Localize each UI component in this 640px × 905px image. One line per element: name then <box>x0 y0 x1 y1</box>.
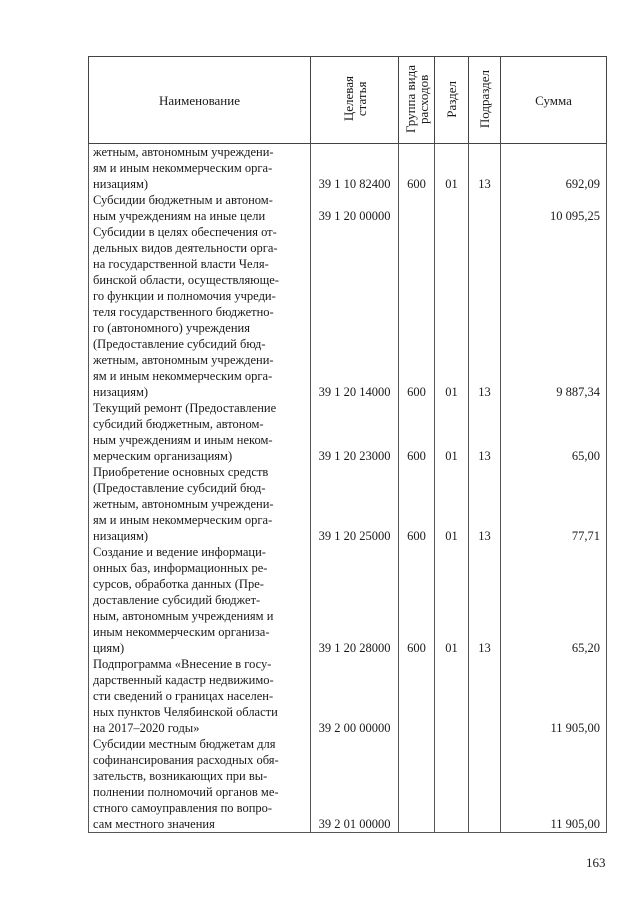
header-amount <box>501 57 607 144</box>
row-name: Субсидии бюджетным и автоном- ным учреждениям на иные цели <box>89 192 311 224</box>
table-row <box>89 656 607 736</box>
header-section-text: Раздел <box>444 80 459 118</box>
row-name: Текущий ремонт (Предоставление субсидий бюджетным, автоном- ным учреждениям и иным неком- мерческим организациям) <box>89 400 311 464</box>
header-name <box>89 57 311 144</box>
row-amount: 9 887,34 <box>501 224 607 400</box>
row-name: Создание и ведение информаци- онных баз, информационных ре- сурсов, обработка данных (Пре- доставление субсидий бюджет- ным, автономным учреждениям и иным некоммерческим организа- циям) <box>89 544 311 656</box>
table-header <box>89 57 607 144</box>
header-subsection <box>469 57 501 144</box>
row-amount: 11 905,00 <box>501 736 607 833</box>
page-number: 163 <box>586 855 606 870</box>
row-name: жетным, автономным учреждени- ям и иным некоммерческим орга- низациям) <box>89 144 311 193</box>
row-subsection: 13 <box>469 544 501 656</box>
header-target-article-text: Целевая статья <box>340 76 369 122</box>
table-row <box>89 192 607 224</box>
row-section <box>435 656 469 736</box>
row-section: 01 <box>435 544 469 656</box>
header-section <box>435 57 469 144</box>
row-target-article: 39 1 20 28000 <box>311 544 399 656</box>
row-subsection <box>469 736 501 833</box>
row-amount: 65,00 <box>501 400 607 464</box>
row-expense-group <box>399 656 435 736</box>
header-subsection-text: Подраздел <box>477 69 492 129</box>
row-expense-group: 600 <box>399 400 435 464</box>
row-expense-group <box>399 736 435 833</box>
table-row <box>89 544 607 656</box>
row-subsection: 13 <box>469 144 501 193</box>
header-expense-group <box>399 57 435 144</box>
row-name: Субсидии местным бюджетам для софинансирования расходных обя- зательств, возникающих при вы- полнении полномочий органов ме- стного самоуправления по вопро- сам местного значения <box>89 736 311 833</box>
row-expense-group <box>399 192 435 224</box>
row-subsection <box>469 656 501 736</box>
row-amount: 65,20 <box>501 544 607 656</box>
header-target-article <box>311 57 399 144</box>
row-section: 01 <box>435 464 469 544</box>
row-section: 01 <box>435 224 469 400</box>
row-section <box>435 192 469 224</box>
table-row <box>89 400 607 464</box>
row-expense-group: 600 <box>399 224 435 400</box>
row-target-article: 39 1 20 23000 <box>311 400 399 464</box>
header-expense-group-text: Группа вида расходов <box>402 65 431 133</box>
row-expense-group: 600 <box>399 544 435 656</box>
row-section: 01 <box>435 144 469 193</box>
row-subsection: 13 <box>469 400 501 464</box>
row-subsection: 13 <box>469 224 501 400</box>
table-row <box>89 736 607 833</box>
table-body <box>89 144 607 833</box>
row-amount: 77,71 <box>501 464 607 544</box>
row-expense-group: 600 <box>399 464 435 544</box>
table-row <box>89 144 607 193</box>
table-row <box>89 464 607 544</box>
row-name: Субсидии в целях обеспечения от- дельных видов деятельности орга- на государственной власти Челя- бинской области, осуществляюще- го функции и полномочия учреди- теля государственного бюджетно- го (автономного) учреждения (Предоставление субсидий бюд- жетным, автономным учреждени- ям и иным некоммерческим орга- низациям) <box>89 224 311 400</box>
header-name-text: Наименование <box>159 92 240 108</box>
row-subsection <box>469 192 501 224</box>
header-amount-text: Сумма <box>535 92 572 108</box>
row-name: Приобретение основных средств (Предоставление субсидий бюд- жетным, автономным учреждени- ям и иным некоммерческим орга- низациям) <box>89 464 311 544</box>
row-amount: 10 095,25 <box>501 192 607 224</box>
row-target-article: 39 2 01 00000 <box>311 736 399 833</box>
row-section: 01 <box>435 400 469 464</box>
row-section <box>435 736 469 833</box>
row-target-article: 39 1 10 82400 <box>311 144 399 193</box>
row-target-article: 39 1 20 14000 <box>311 224 399 400</box>
row-amount: 692,09 <box>501 144 607 193</box>
budget-table <box>88 56 607 833</box>
row-target-article: 39 1 20 00000 <box>311 192 399 224</box>
row-expense-group: 600 <box>399 144 435 193</box>
row-subsection: 13 <box>469 464 501 544</box>
row-name: Подпрограмма «Внесение в госу- дарственный кадастр недвижимо- сти сведений о границах населен- ных пунктов Челябинской области на 2017–2020 годы» <box>89 656 311 736</box>
row-amount: 11 905,00 <box>501 656 607 736</box>
row-target-article: 39 2 00 00000 <box>311 656 399 736</box>
row-target-article: 39 1 20 25000 <box>311 464 399 544</box>
table-row <box>89 224 607 400</box>
